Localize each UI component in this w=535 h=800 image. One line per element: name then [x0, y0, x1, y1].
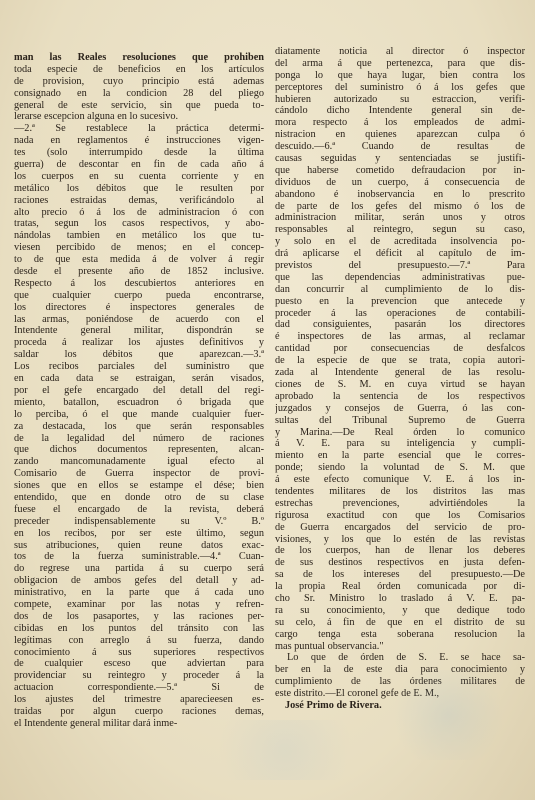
- text-line: del arma á que pertenezca, para que dis-: [275, 57, 525, 69]
- text-line: za destacada, los que serán responsables: [14, 420, 264, 432]
- text-line: y solo en el de acreditada insolvencia po-: [275, 236, 525, 248]
- signature: José Primo de Rivera.: [285, 699, 382, 711]
- text-line: cándolo dicho Intendente general sin de-: [275, 105, 525, 117]
- text-line: é inspectores de las armas, al reclamar: [275, 331, 525, 343]
- text-line: juzgados y consejos de Guerra, ó las con-: [275, 402, 525, 414]
- right-column: [275, 46, 525, 794]
- text-line: tes (solo interrumpido desde la última: [14, 147, 264, 159]
- text-line: mora respecto á los empleados de admi-: [275, 117, 525, 129]
- text-line: el Intendente general militar dará inme-: [14, 717, 178, 729]
- text-line: obligacion de ambos gefes del detall y ad-: [14, 575, 264, 587]
- text-line: de sus destinos respectivos en justa defen-: [275, 557, 525, 569]
- text-line: lerarse escepcion alguna en lo sucesivo.: [14, 111, 179, 123]
- text-line: á este efecto comunique V. E. á los in-: [275, 474, 525, 486]
- text-line: en los recibos, por ser este último, segun: [14, 527, 264, 539]
- text-line: Intendente general militar, dispondrán se: [14, 325, 264, 337]
- text-line: tos de la fuerza suministrable.—4.ª Cuan-: [14, 551, 264, 563]
- text-line: lo perciba, ó el que mande cualquier fuer-: [14, 408, 264, 420]
- text-line: siones que en ellos se estampe el dése; bien: [14, 480, 264, 492]
- text-line: sus atribuciones, quien reune datos exac-: [14, 539, 264, 551]
- text-line: general de este servicio, sin que pueda to-: [14, 99, 264, 111]
- text-line: cantidad por consecuencias de desfalcos: [275, 343, 525, 355]
- text-line: que haberse cometido defraudacion por in-: [275, 164, 525, 176]
- text-line: ra su conocimiento, y que dedique todo: [275, 604, 525, 616]
- left-column: [14, 52, 264, 794]
- text-line: fuese el encargado de la revista, deberá: [14, 503, 264, 515]
- text-line: miento en la parte esencial que le corres-: [275, 450, 525, 462]
- text-line: metálico los débitos que le resulten por: [14, 182, 264, 194]
- text-line: actuacion correspondiente.—5.ª Si de: [14, 682, 264, 694]
- text-line: alto precio ó á los de administracion ó con: [14, 206, 264, 218]
- text-line: miento, batallon, escuadron ó brigada que: [14, 396, 264, 408]
- text-line: de la legalidad del número de raciones: [14, 432, 264, 444]
- text-line: ponga lo que haya lugar, bien contra los: [275, 69, 525, 81]
- text-line: que las dependencias administrativas pue-: [275, 271, 525, 283]
- text-line: sa de los intereses del presupuesto.—De: [275, 569, 525, 581]
- text-line: perceptores del suministro ó á los gefes que: [275, 81, 525, 93]
- text-line: Respecto á los descubiertos anteriores en: [14, 277, 264, 289]
- text-line: de provision, cuyo principio está ademas: [14, 75, 264, 87]
- text-line: rigurosa exactitud con que los Comisarios: [275, 509, 525, 521]
- text-line: nada en reglamentos é instrucciones vigen-: [14, 135, 264, 147]
- text-line: causas seguidas y sentenciadas se justifi-: [275, 153, 525, 165]
- text-line: y Marina.—De Real órden lo comunico: [275, 426, 525, 438]
- text-line: to de que esta medida á de volver á regir: [14, 254, 264, 266]
- text-line: viesen percibido de menos; en el concep-: [14, 242, 264, 254]
- closing-line: este distrito.—El coronel gefe de E. M.,: [275, 688, 440, 700]
- text-line: mas puntual observancia.": [275, 640, 384, 652]
- text-line: raciones estraidas demas, verificándolo al: [14, 194, 264, 206]
- text-line: responsables al reintegro, segun su caso,: [275, 224, 525, 236]
- text-line: abandono é inobservancia en lo prescrito: [275, 188, 525, 200]
- text-line: visiones, y los que lo estén de las revistas: [275, 533, 525, 545]
- text-line: providenciar su reintegro y proceder á la: [14, 670, 264, 682]
- text-line: los directores é inspectores generales de: [14, 301, 264, 313]
- text-line: Comisario de Guerra inspector de provi-: [14, 468, 264, 480]
- text-line: tendentes militares de los distritos las mas: [275, 485, 525, 497]
- text-line: los cuerpos en su cuenta corriente y en: [14, 170, 264, 182]
- text-line: que dichos documentos representen, alcan-: [14, 444, 264, 456]
- text-line: á V. E. para su inteligencia y cumpli-: [275, 438, 525, 450]
- text-line: la propia Real órden comunicada por di-: [275, 581, 525, 593]
- text-line: dividuos de un cuerpo, á consecuencia de: [275, 176, 525, 188]
- text-line: proceda á realizar los ajustes definitivos y: [14, 337, 264, 349]
- text-line: compete, examinar por las notas y refren-: [14, 598, 264, 610]
- text-line: zando mancomunadamente igual efecto al: [14, 456, 264, 468]
- text-columns: [14, 46, 525, 794]
- text-line: entendido, que en donde otro de su clase: [14, 491, 264, 503]
- text-line: legítimas con arreglo á su fuerza, dando: [14, 634, 264, 646]
- text-line: las armas, poniéndose de acuerdo con el: [14, 313, 264, 325]
- text-line: de cualquier esceso que adviertan para: [14, 658, 264, 670]
- text-line: sultas del Tribunal Supremo de Guerra: [275, 414, 525, 426]
- text-line: —2.ª Se restablece la práctica determi-: [14, 123, 264, 135]
- text-line: dad consiguientes, pasarán los directores: [275, 319, 525, 331]
- text-line: saldar los débitos que aparezcan.—3.ª: [14, 349, 264, 361]
- text-line: consignado en la condicion 28 del pliego: [14, 87, 264, 99]
- text-line: zada al Intendente general de las resolu-: [275, 367, 525, 379]
- text-line: de los cuerpos, han de llenar los deberes: [275, 545, 525, 557]
- text-line: nistracion en quienes aparezcan culpa ó: [275, 129, 525, 141]
- text-line: traidas por algun cuerpo raciones demas,: [14, 705, 264, 717]
- closing-line: ber en la de este dia para conocimiento y: [275, 664, 525, 676]
- text-line: ministrativo, en la parte que á cada uno: [14, 587, 264, 599]
- text-line: toda especie de beneficios en los artículos: [14, 63, 264, 75]
- text-line: por el gefe encargado del detall del regi-: [14, 384, 264, 396]
- text-line: diatamente noticia al director ó inspector: [275, 46, 525, 57]
- text-line: man las Reales resoluciones que prohiben: [14, 52, 264, 63]
- text-line: proceder á las operaciones de contabili-: [275, 307, 525, 319]
- closing-line: Lo que de órden de S. E. se hace sa-: [287, 652, 525, 664]
- text-line: Los recibos parciales del suministro que: [14, 361, 264, 373]
- text-line: ciones de S. M. en cuya virtud se hayan: [275, 378, 525, 390]
- text-line: do regrese una partida á su cuerpo será: [14, 563, 264, 575]
- text-line: los ajustes del trimestre aparecieesen es-: [14, 694, 264, 706]
- text-line: guerra) de descontar en fin de cada año á: [14, 159, 264, 171]
- text-line: aprobado la sentencia de los respectivos: [275, 390, 525, 402]
- text-line: conocimiento á sus superiores respectivos: [14, 646, 264, 658]
- text-line: dos de los pasaportes, y las raciones per-: [14, 610, 264, 622]
- text-line: cibidas en los puntos del tránsito con las: [14, 622, 264, 634]
- text-line: estrechas prevenciones, advirtiéndoles la: [275, 497, 525, 509]
- text-line: drá aplicarse el déficit al capítulo de im-: [275, 248, 525, 260]
- text-line: cho Sr. Ministro lo traslado á V. E. pa-: [275, 592, 525, 604]
- text-line: ponde; siendo la voluntad de S. M. que: [275, 462, 525, 474]
- text-line: de la especie de que se trata, copia autori-: [275, 355, 525, 367]
- text-line: nándolas tambien en metálico los que tu-: [14, 230, 264, 242]
- text-line: que cualquier cuerpo pueda encontrarse,: [14, 289, 264, 301]
- closing-line: cumplimiento de las órdenes militares de: [275, 676, 525, 688]
- text-line: desde el presente año de 1852 inclusive.: [14, 266, 264, 278]
- text-line: en cada data se estraigan, serán visados,: [14, 373, 264, 385]
- text-line: su celo, á fin de que en el distrito de su: [275, 616, 525, 628]
- text-line: administracion militar, serán unos y otros: [275, 212, 525, 224]
- text-line: hubieren autorizado su estraccion, verifi-: [275, 93, 525, 105]
- text-line: descuido.—6.ª Cuando de resultas de: [275, 141, 525, 153]
- text-line: tratas, segun los casos respectivos, y abo-: [14, 218, 264, 230]
- text-line: previstos del presupuesto.—7.ª Para: [275, 260, 525, 272]
- text-line: dan concurrir al cumplimiento de lo dis-: [275, 283, 525, 295]
- text-line: preceder indispensablemente su V.º B.º: [14, 515, 264, 527]
- text-line: de Guerra encargados del servicio de pro-: [275, 521, 525, 533]
- text-line: cargo tenga esta soberana resolucion la: [275, 628, 525, 640]
- text-line: de parte de los gefes del mismo ó los de: [275, 200, 525, 212]
- text-line: puesto en la prevencion que antecede y: [275, 295, 525, 307]
